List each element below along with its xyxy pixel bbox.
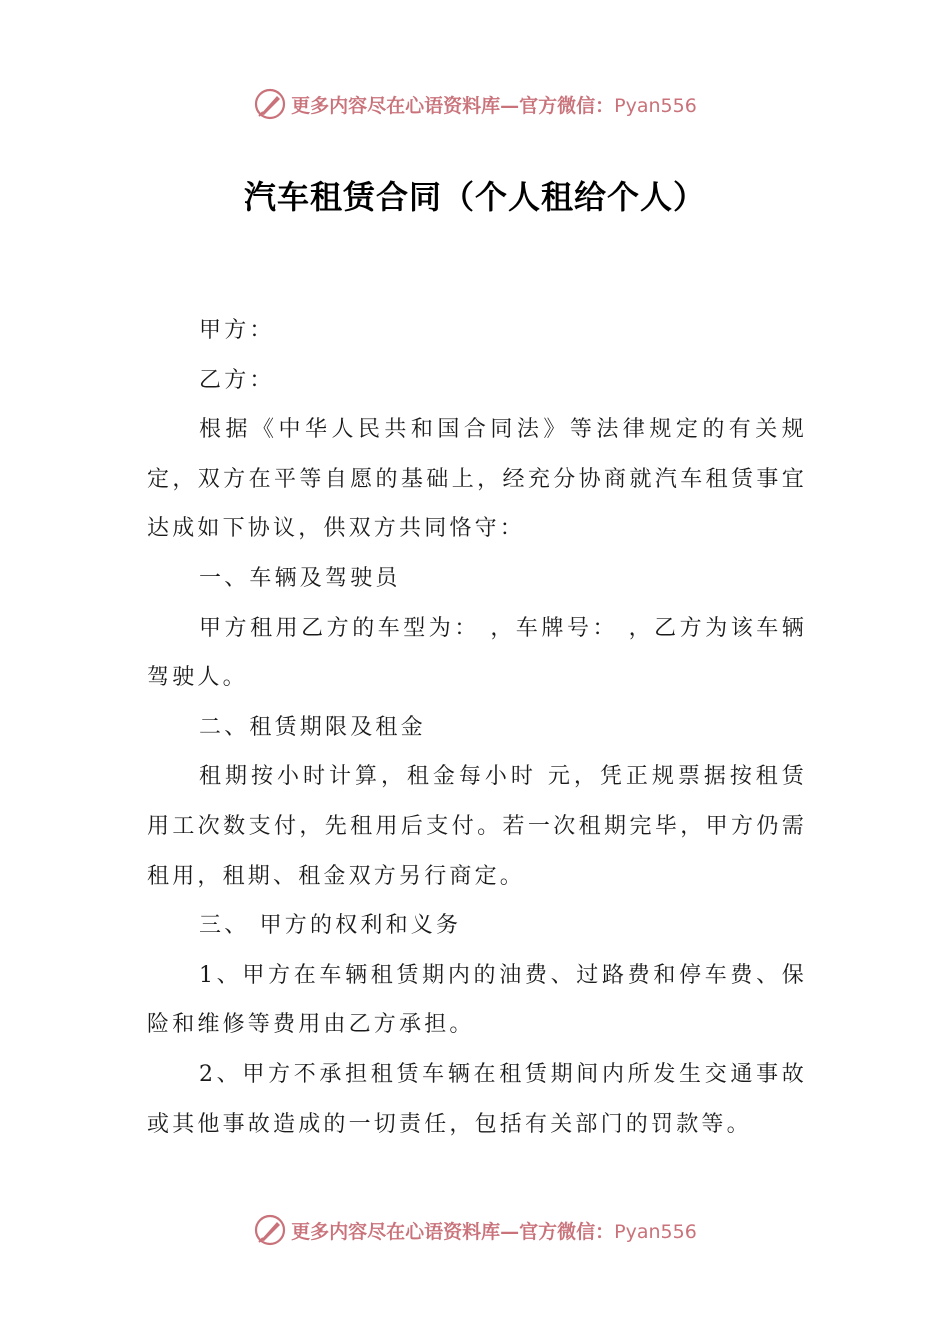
quill-pen-icon	[253, 87, 287, 121]
preamble-paragraph: 根据《中华人民共和国合同法》等法律规定的有关规定，双方在平等自愿的基础上，经充分协商就汽车租赁事宜达成如下协议，供双方共同恪守：	[147, 417, 807, 542]
document-body	[147, 306, 807, 1149]
quill-pen-icon	[253, 1213, 287, 1247]
clause-2: 2、甲方不承担租赁车辆在租赁期间内所发生交通事故或其他事故造成的一切责任，包括有关部门的罚款等。	[147, 1061, 807, 1137]
banner-text: 更多内容尽在心语资料库—官方微信：Pyan556	[291, 94, 697, 117]
party-a-line: 甲方：	[199, 318, 275, 343]
section-heading-1: 一、车辆及驾驶员	[199, 565, 401, 591]
vehicle-paragraph: 甲方租用乙方的车型为： ，车牌号： ，乙方为该车辆驾驶人。	[147, 615, 807, 691]
rent-paragraph: 租期按小时计算，租金每小时 元，凭正规票据按租赁用工次数支付，先租用后支付。若一次租期完毕，甲方仍需租用，租期、租金双方另行商定。	[147, 764, 807, 889]
section-heading-2: 二、租赁期限及租金	[199, 714, 426, 740]
wechat-id: Pyan556	[614, 1220, 697, 1243]
banner-text: 更多内容尽在心语资料库—官方微信：Pyan556	[291, 1220, 697, 1243]
header-watermark-banner	[0, 84, 950, 124]
footer-watermark-banner	[0, 1210, 950, 1250]
party-b-line: 乙方：	[199, 367, 275, 393]
document-title: 汽车租赁合同（个人租给个人）	[243, 178, 706, 216]
section-heading-3: 三、 甲方的权利和义务	[199, 913, 462, 939]
wechat-id: Pyan556	[614, 94, 697, 117]
clause-1: 1、甲方在车辆租赁期内的油费、过路费和停车费、保险和维修等费用由乙方承担。	[147, 962, 807, 1038]
